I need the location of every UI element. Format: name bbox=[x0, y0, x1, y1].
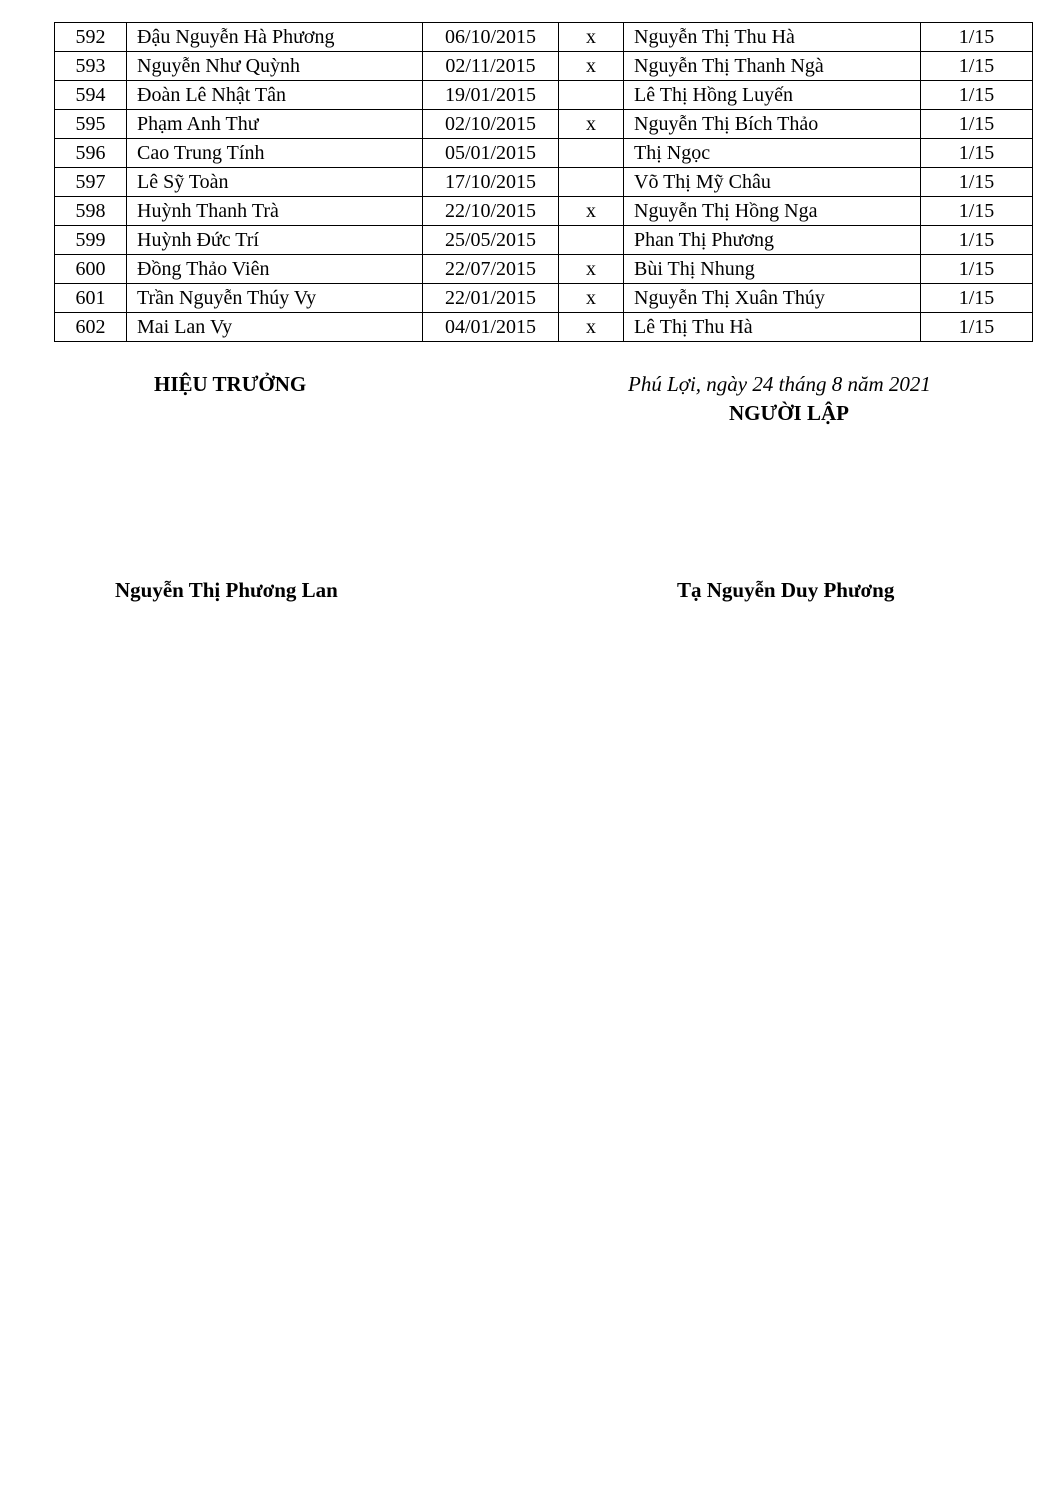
parent-name: Nguyễn Thị Hồng Nga bbox=[624, 197, 921, 226]
class-name: 1/15 bbox=[921, 226, 1033, 255]
birth-date: 25/05/2015 bbox=[423, 226, 559, 255]
parent-name: Nguyễn Thị Xuân Thúy bbox=[624, 284, 921, 313]
parent-name: Võ Thị Mỹ Châu bbox=[624, 168, 921, 197]
class-name: 1/15 bbox=[921, 313, 1033, 342]
female-mark: x bbox=[559, 52, 624, 81]
female-mark bbox=[559, 168, 624, 197]
parent-name: Bùi Thị Nhung bbox=[624, 255, 921, 284]
class-name: 1/15 bbox=[921, 110, 1033, 139]
student-name: Trần Nguyễn Thúy Vy bbox=[127, 284, 423, 313]
row-number: 593 bbox=[55, 52, 127, 81]
student-roster-table bbox=[54, 22, 1033, 342]
birth-date: 06/10/2015 bbox=[423, 23, 559, 52]
female-mark: x bbox=[559, 255, 624, 284]
row-number: 592 bbox=[55, 23, 127, 52]
table-row bbox=[55, 284, 1033, 313]
table-row bbox=[55, 255, 1033, 284]
female-mark: x bbox=[559, 23, 624, 52]
female-mark bbox=[559, 139, 624, 168]
class-name: 1/15 bbox=[921, 255, 1033, 284]
student-name: Nguyễn Như Quỳnh bbox=[127, 52, 423, 81]
female-mark: x bbox=[559, 284, 624, 313]
principal-name: Nguyễn Thị Phương Lan bbox=[115, 578, 338, 602]
birth-date: 02/10/2015 bbox=[423, 110, 559, 139]
student-name: Phạm Anh Thư bbox=[127, 110, 423, 139]
birth-date: 22/10/2015 bbox=[423, 197, 559, 226]
parent-name: Lê Thị Hồng Luyến bbox=[624, 81, 921, 110]
row-number: 599 bbox=[55, 226, 127, 255]
birth-date: 19/01/2015 bbox=[423, 81, 559, 110]
student-name: Huỳnh Thanh Trà bbox=[127, 197, 423, 226]
female-mark bbox=[559, 81, 624, 110]
row-number: 597 bbox=[55, 168, 127, 197]
row-number: 601 bbox=[55, 284, 127, 313]
table-row bbox=[55, 197, 1033, 226]
row-number: 594 bbox=[55, 81, 127, 110]
student-name: Đồng Thảo Viên bbox=[127, 255, 423, 284]
table-row bbox=[55, 226, 1033, 255]
female-mark: x bbox=[559, 197, 624, 226]
female-mark: x bbox=[559, 110, 624, 139]
row-number: 595 bbox=[55, 110, 127, 139]
female-mark: x bbox=[559, 313, 624, 342]
class-name: 1/15 bbox=[921, 197, 1033, 226]
table-row bbox=[55, 23, 1033, 52]
table-row bbox=[55, 139, 1033, 168]
female-mark bbox=[559, 226, 624, 255]
student-name: Mai Lan Vy bbox=[127, 313, 423, 342]
parent-name: Thị Ngọc bbox=[624, 139, 921, 168]
table-row bbox=[55, 81, 1033, 110]
table-row bbox=[55, 313, 1033, 342]
parent-name: Lê Thị Thu Hà bbox=[624, 313, 921, 342]
row-number: 598 bbox=[55, 197, 127, 226]
birth-date: 02/11/2015 bbox=[423, 52, 559, 81]
preparer-title: NGƯỜI LẬP bbox=[729, 401, 849, 425]
parent-name: Nguyễn Thị Thu Hà bbox=[624, 23, 921, 52]
preparer-name: Tạ Nguyễn Duy Phương bbox=[677, 578, 895, 602]
birth-date: 17/10/2015 bbox=[423, 168, 559, 197]
table-row bbox=[55, 168, 1033, 197]
birth-date: 04/01/2015 bbox=[423, 313, 559, 342]
table-row bbox=[55, 110, 1033, 139]
student-name: Huỳnh Đức Trí bbox=[127, 226, 423, 255]
student-name: Đoàn Lê Nhật Tân bbox=[127, 81, 423, 110]
class-name: 1/15 bbox=[921, 284, 1033, 313]
principal-title: HIỆU TRƯỞNG bbox=[154, 372, 307, 396]
class-name: 1/15 bbox=[921, 81, 1033, 110]
student-name: Cao Trung Tính bbox=[127, 139, 423, 168]
class-name: 1/15 bbox=[921, 23, 1033, 52]
student-name: Đậu Nguyễn Hà Phương bbox=[127, 23, 423, 52]
birth-date: 05/01/2015 bbox=[423, 139, 559, 168]
row-number: 600 bbox=[55, 255, 127, 284]
birth-date: 22/07/2015 bbox=[423, 255, 559, 284]
parent-name: Nguyễn Thị Thanh Ngà bbox=[624, 52, 921, 81]
student-name: Lê Sỹ Toàn bbox=[127, 168, 423, 197]
class-name: 1/15 bbox=[921, 52, 1033, 81]
parent-name: Phan Thị Phương bbox=[624, 226, 921, 255]
roster-body bbox=[55, 23, 1033, 342]
class-name: 1/15 bbox=[921, 168, 1033, 197]
birth-date: 22/01/2015 bbox=[423, 284, 559, 313]
row-number: 602 bbox=[55, 313, 127, 342]
class-name: 1/15 bbox=[921, 139, 1033, 168]
parent-name: Nguyễn Thị Bích Thảo bbox=[624, 110, 921, 139]
table-row bbox=[55, 52, 1033, 81]
row-number: 596 bbox=[55, 139, 127, 168]
place-date: Phú Lợi, ngày 24 tháng 8 năm 2021 bbox=[628, 372, 931, 396]
